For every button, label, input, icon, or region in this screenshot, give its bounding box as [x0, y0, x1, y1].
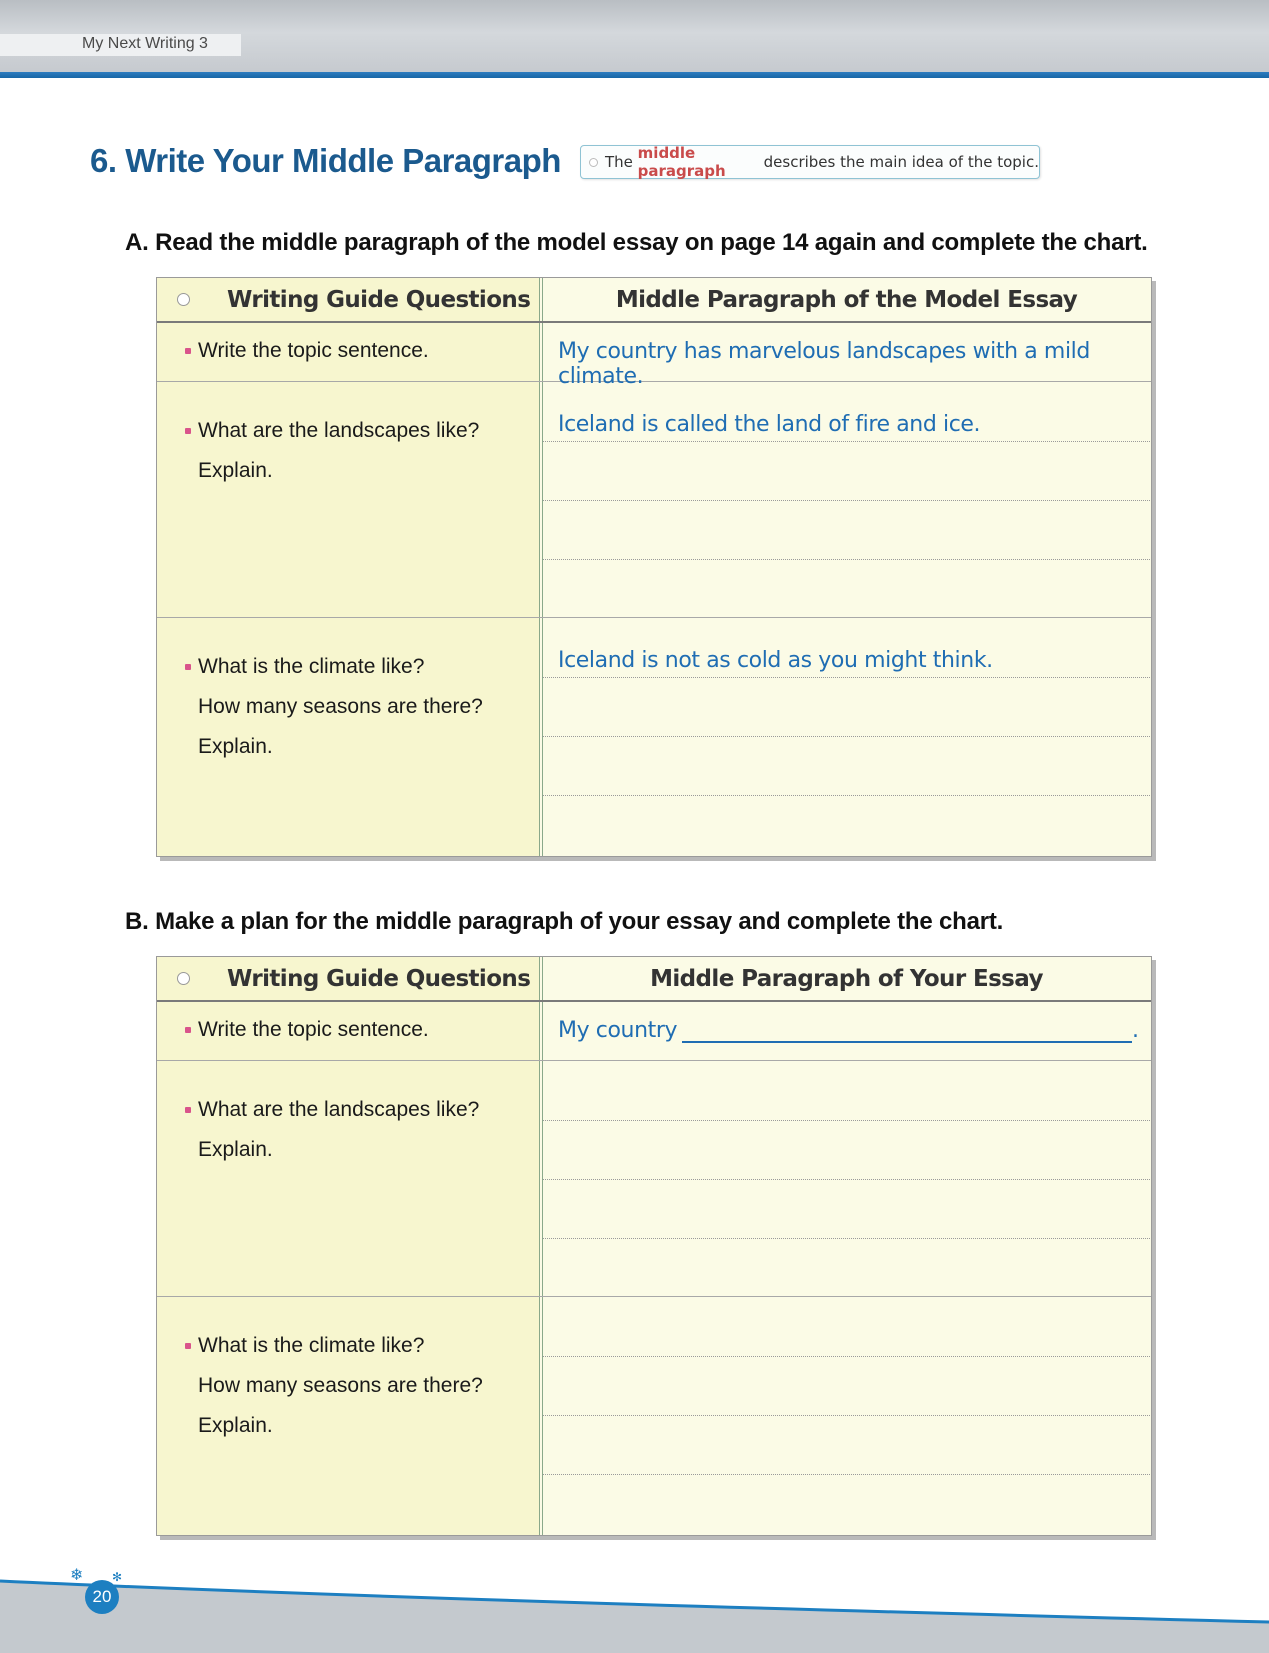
part-b-instruction: B. Make a plan for the middle paragraph of your essay and complete the chart. [125, 908, 1004, 935]
question-text: Explain. [198, 1414, 273, 1437]
bullet-icon [185, 348, 191, 354]
question-text: Explain. [198, 735, 273, 758]
table-row [157, 382, 1151, 618]
question-text: How many seasons are there? [198, 1374, 483, 1397]
header-rule [0, 72, 1269, 78]
col-left-header: Writing Guide Questions [227, 966, 531, 992]
book-title: My Next Writing 3 [82, 35, 208, 52]
tip-box [580, 145, 1040, 179]
table-row [157, 323, 1151, 389]
answer-line[interactable] [543, 441, 1150, 442]
bullet-icon [185, 664, 191, 670]
page-number: 20 [85, 1580, 119, 1614]
chart-header [157, 278, 1151, 323]
question-text: What is the climate like? [198, 655, 425, 678]
circle-icon [177, 972, 190, 985]
bullet-icon [185, 1107, 191, 1113]
bullet-icon [185, 1343, 191, 1349]
question-text: Write the topic sentence. [198, 1018, 429, 1041]
footer-wave [0, 1560, 1269, 1653]
bullet-icon [185, 1027, 191, 1033]
question-text: How many seasons are there? [198, 695, 483, 718]
part-a-instruction: A. Read the middle paragraph of the model essay on page 14 again and complete the chart. [125, 229, 1148, 256]
bullet-icon [185, 428, 191, 434]
answer-line[interactable] [543, 559, 1150, 560]
prompt-text: My country [558, 1018, 678, 1043]
question-text: What are the landscapes like? [198, 419, 480, 442]
table-row [157, 1297, 1151, 1534]
chart-header [157, 957, 1151, 1002]
table-row [157, 1002, 1151, 1061]
tip-highlight: middle paragraph [637, 144, 726, 180]
col-right-header: Middle Paragraph of the Model Essay [615, 287, 1078, 313]
topic-sentence-blank[interactable] [682, 1041, 1132, 1043]
question-text: Explain. [198, 459, 273, 482]
answer-line[interactable] [543, 1415, 1150, 1416]
tip-pre: The [605, 153, 638, 171]
answer-line[interactable] [543, 1238, 1150, 1239]
answer-line[interactable] [543, 1356, 1150, 1357]
part-b-chart [156, 956, 1152, 1536]
answer-line[interactable] [543, 736, 1150, 737]
question-text: What are the landscapes like? [198, 1098, 480, 1121]
answer-line[interactable] [543, 1474, 1150, 1475]
prompt-end: . [1132, 1018, 1139, 1043]
tip-post: describes the main idea of the topic. [758, 153, 1039, 171]
snowflake-icon: ❄ [70, 1565, 84, 1584]
answer-line[interactable] [543, 677, 1150, 678]
question-text: What is the climate like? [198, 1334, 425, 1357]
snowflake-icon: ✻ [112, 1570, 123, 1584]
answer-text: Iceland is called the land of fire and ice. [558, 412, 981, 437]
answer-line[interactable] [543, 500, 1150, 501]
col-left-header: Writing Guide Questions [227, 287, 531, 313]
answer-text: Iceland is not as cold as you might think. [558, 648, 993, 673]
answer-line[interactable] [543, 1120, 1150, 1121]
answer-text: My country has marvelous landscapes with a mild climate. [558, 339, 1090, 389]
answer-line[interactable] [543, 795, 1150, 796]
col-right-header: Middle Paragraph of Your Essay [650, 966, 1043, 992]
part-a-chart [156, 277, 1152, 857]
table-row [157, 1061, 1151, 1297]
question-text: Write the topic sentence. [198, 339, 429, 362]
table-row [157, 618, 1151, 855]
answer-line[interactable] [543, 1179, 1150, 1180]
circle-icon [177, 293, 190, 306]
tip-dot-icon [589, 158, 598, 167]
question-text: Explain. [198, 1138, 273, 1161]
section-title: 6. Write Your Middle Paragraph [90, 142, 561, 179]
